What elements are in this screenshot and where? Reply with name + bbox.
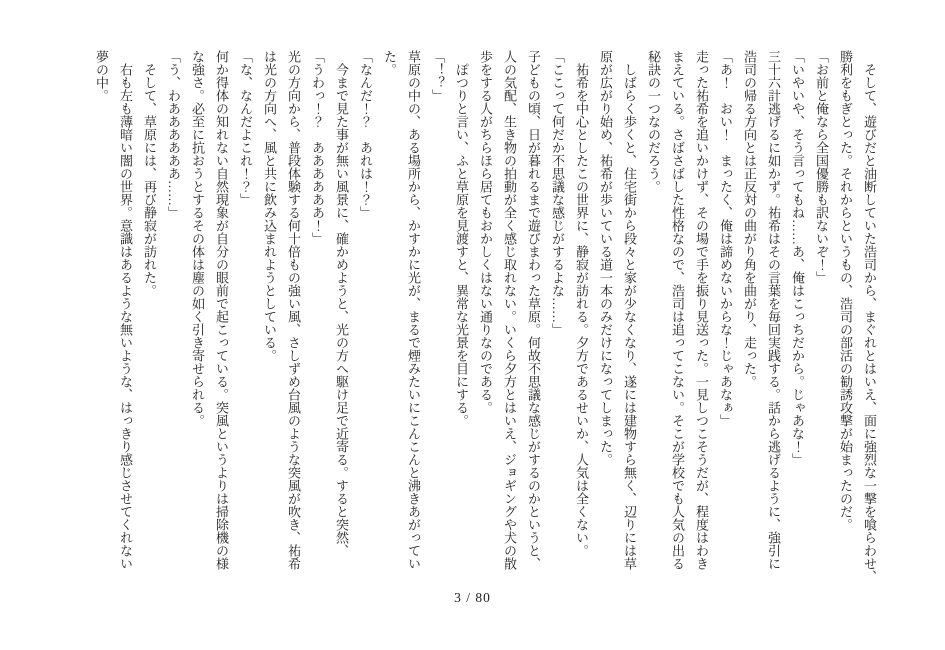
- text-line: 夢の中。: [94, 50, 109, 102]
- text-line: 歩をする人がちらほら居てもおかしくはない通りなのである。: [478, 50, 493, 414]
- text-line: 「なんだ！？ あれは！？」: [358, 50, 373, 219]
- text-line: 今まで見た事が無い風景に、確かめようと、光の方へ駆け足で近寄る。すると突然、: [334, 63, 349, 557]
- text-line: 光の方向から、普段体験する何十倍もの強い風、さしずめ台風のような突風が吹き、祐希: [286, 50, 301, 570]
- text-line: しばらく歩くと、住宅街から段々と家が少なくなり、遂には建物すら無く、辺りには草: [622, 63, 637, 570]
- text-line: まえている。さばさばした性格なので、浩司は追ってこない。そこが学校でも人気の出る: [670, 50, 685, 570]
- page-indicator: 3 / 80: [454, 590, 491, 605]
- text-line: 「いやいや、そう言ってもね……あ、俺はこっちだから。じゃあな！」: [790, 50, 805, 466]
- text-line: 「ここって何だか不思議な感じがするよな……」: [550, 50, 565, 336]
- text-line: 浩司の帰る方向とは正反対の曲がり角を曲がり、走った。: [742, 50, 757, 388]
- text-line: 人の気配、生き物の拍動が全く感じ取れない。いくら夕方とはいえ、ジョギングや犬の散: [502, 50, 517, 570]
- text-line: 祐希を中心としたこの世界に、静寂が訪れる。夕方であるせいか、人気は全くない。: [574, 63, 589, 557]
- text-line: 子どもの頃、日が暮れるまで遊びまわった草原。何故不思議な感じがするのかというと、: [526, 50, 541, 570]
- text-line: た。: [382, 50, 397, 76]
- text-line: な強さ。必至に抗おうとするその体は塵の如く引き寄せられる。: [190, 50, 205, 427]
- text-line: そして、草原には、再び静寂が訪れた。: [142, 63, 157, 297]
- text-block: [89, 50, 881, 586]
- text-line: 「あ！ おい！ まったく、俺は諦めないからな！じゃあなぁ」: [718, 50, 733, 427]
- text-line: 勝利をもぎとった。それからというもの、浩司の部活の勧誘攻撃が始まったのだ。: [838, 50, 853, 531]
- text-line: 走った祐希を追いかけず、その場で手を振り見送った。一見しつこそうだが、程度はわき: [694, 50, 709, 570]
- text-line: 三十六計逃げるに如かず。祐希はその言葉を毎回実践する。話から逃げるように、強引に: [766, 50, 781, 570]
- text-line: 原が広がり始め、祐希が歩いている道一本のみだけになってしまった。: [598, 50, 613, 466]
- text-line: 秘訣の一つなのだろう。: [646, 50, 661, 193]
- text-line: ぽつりと言い、ふと草原を見渡すと、異常な光景を目にする。: [454, 63, 469, 427]
- text-line: 「お前と俺なら全国優勝も訳ないぞ！」: [814, 50, 829, 284]
- text-line: 「！？」: [430, 50, 445, 102]
- text-line: 「う、わああああああ……」: [166, 50, 181, 219]
- text-line: 右も左も薄暗い闇の世界。意識はあるような無いような、はっきり感じさせてくれない: [118, 63, 133, 570]
- text-line: は光の方向へ、風と共に飲み込まれようとしている。: [262, 50, 277, 362]
- text-line: 「な、なんだよこれ！？」: [238, 50, 253, 206]
- text-line: 何か得体の知れない自然現象が自分の眼前で起こっている。突風というよりは掃除機の様: [214, 50, 229, 570]
- text-line: そして、遊びだと油断していた浩司から、まぐれとはいえ、面に強烈な一撃を喰らわせ、: [862, 63, 877, 583]
- text-line: 「うわっ！？ ああああああ！」: [310, 50, 325, 245]
- text-line: 草原の中の、ある場所から、かすかに光が、まるで煙みたいにこんこんと沸きあがってい: [406, 50, 421, 570]
